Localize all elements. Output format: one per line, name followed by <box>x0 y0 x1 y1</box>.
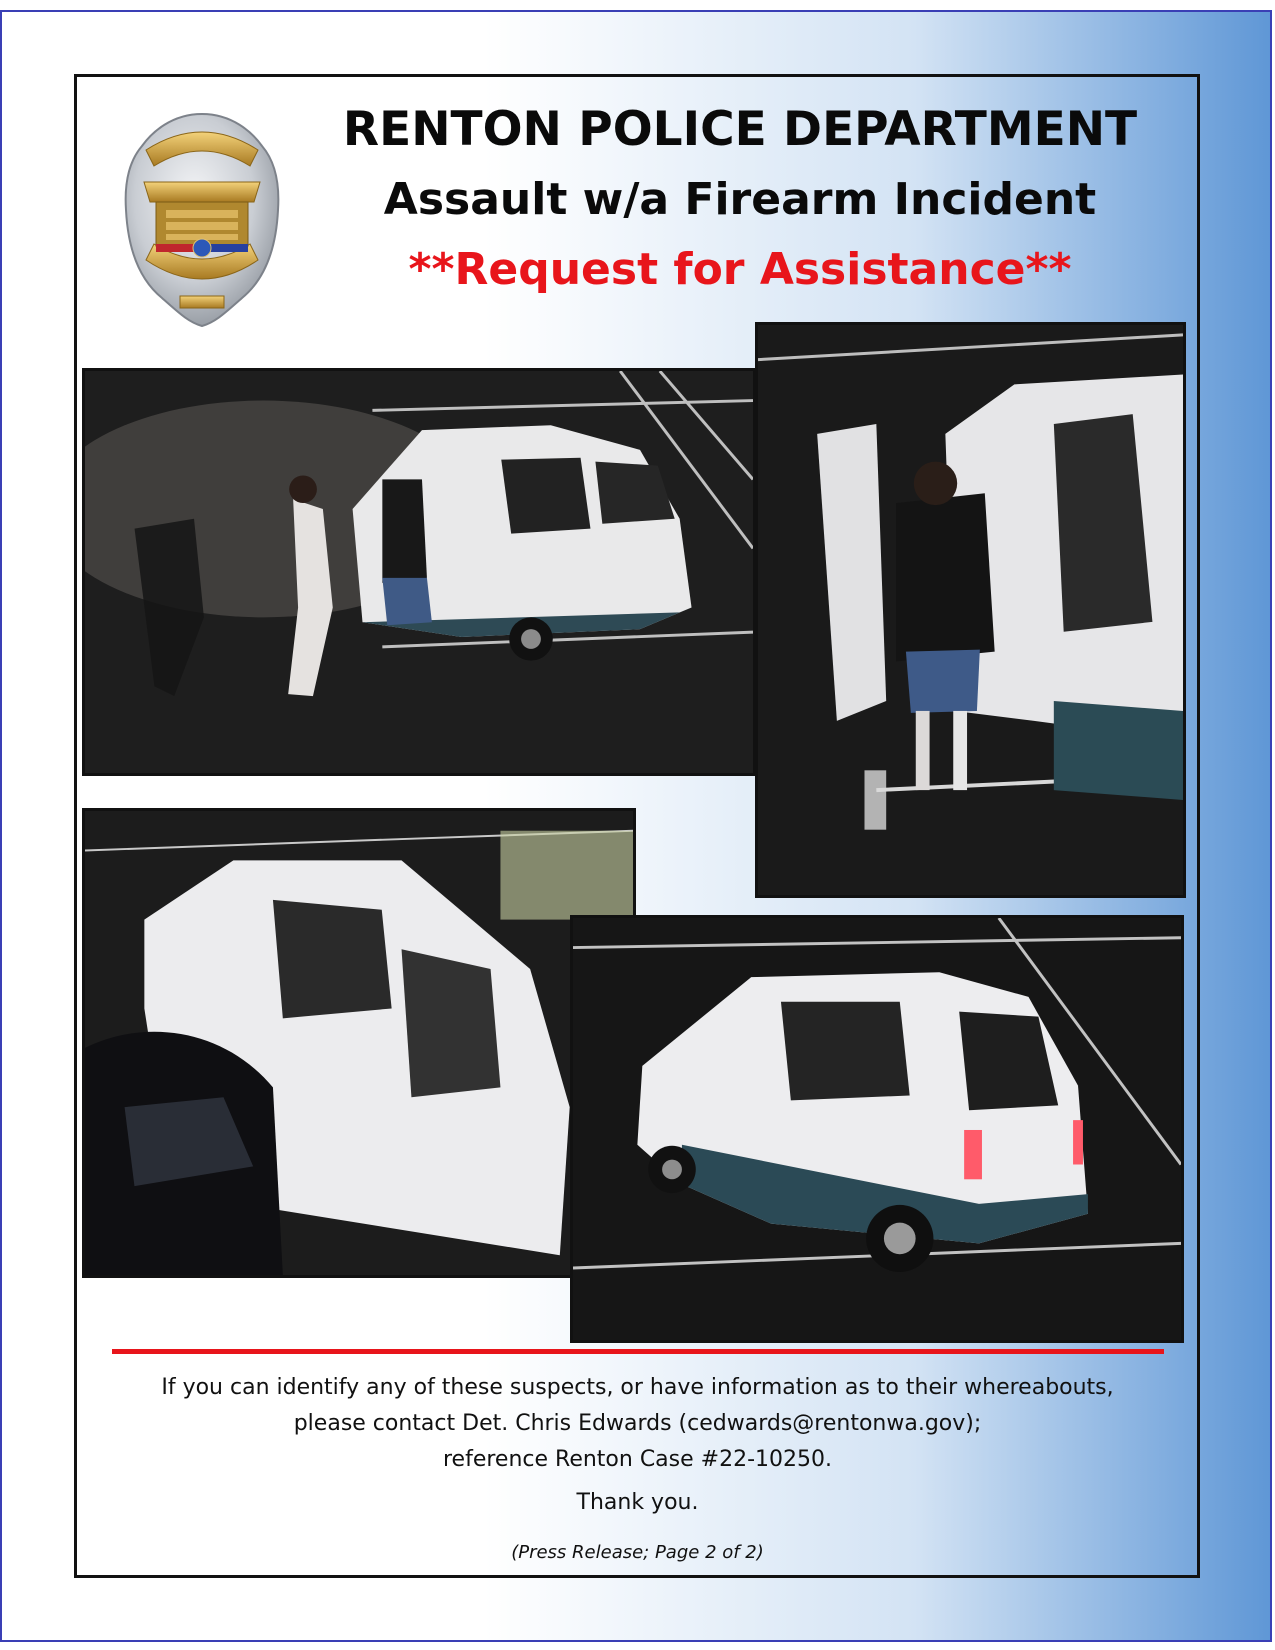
thank-you-text: Thank you. <box>576 1490 699 1515</box>
request-for-assistance: **Request for Assistance** <box>408 244 1072 295</box>
incident-title: Assault w/a Firearm Incident <box>383 174 1097 225</box>
press-release-note: (Press Release; Page 2 of 2) <box>511 1542 764 1563</box>
surveillance-photo-assault-scene <box>82 368 756 776</box>
surveillance-photo-suspect-at-van <box>755 322 1186 898</box>
department-title: RENTON POLICE DEPARTMENT <box>342 102 1138 157</box>
surveillance-photo-van-rear <box>570 915 1184 1343</box>
renton-police-badge <box>122 110 282 330</box>
contact-line-3: reference Renton Case #22-10250. <box>442 1447 833 1472</box>
red-divider <box>112 1349 1164 1354</box>
contact-instructions <box>90 1370 1185 1478</box>
contact-line-2: please contact Det. Chris Edwards (cedwards@rentonwa.gov); <box>293 1411 982 1436</box>
surveillance-photo-van-side <box>82 808 636 1278</box>
contact-line-1: If you can identify any of these suspects, or have information as to their whereabouts, <box>161 1375 1114 1400</box>
